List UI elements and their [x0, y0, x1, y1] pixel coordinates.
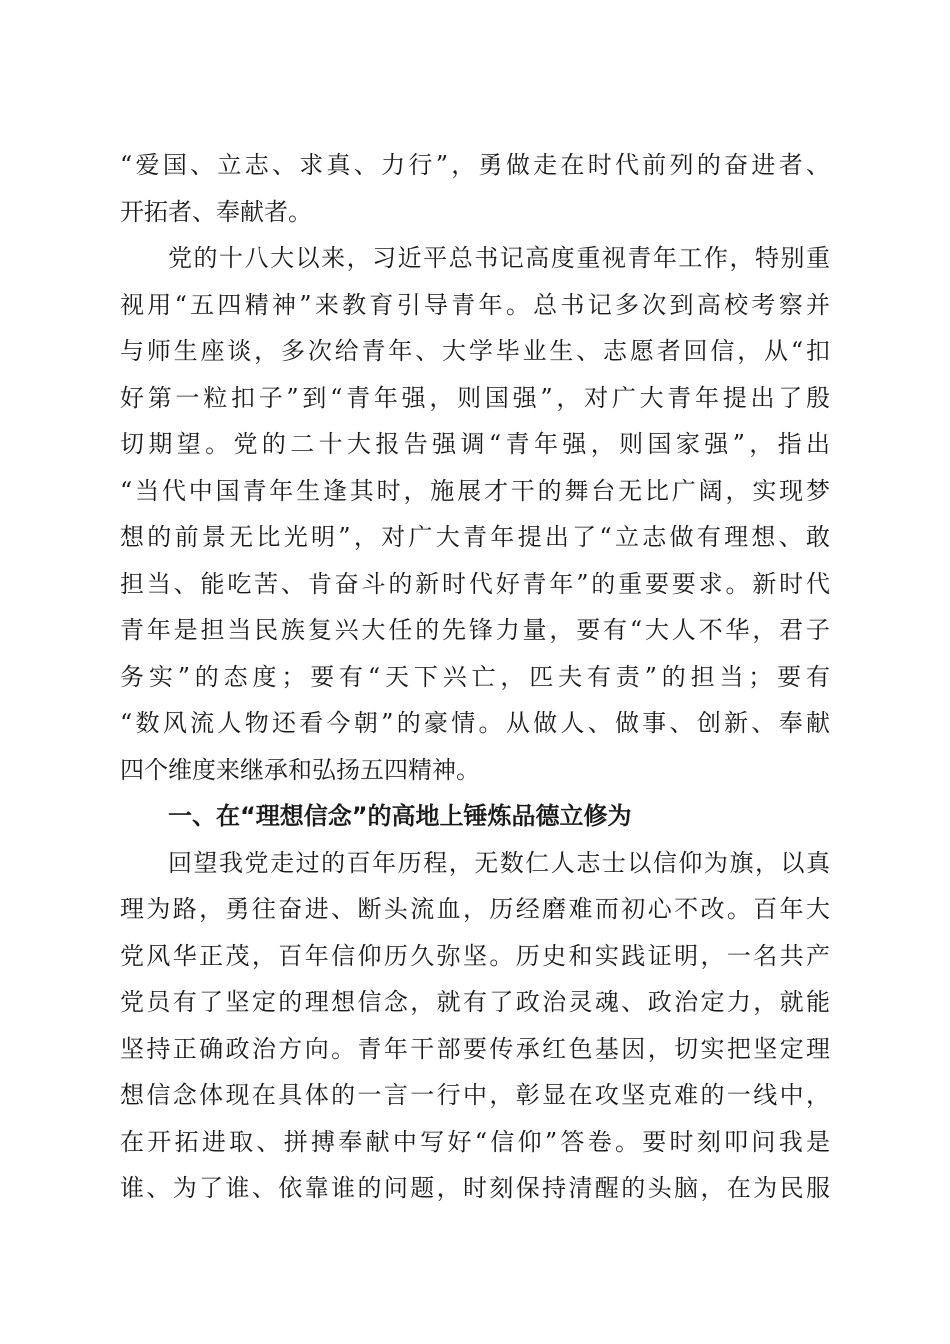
text-line: 好第一粒扣子”到“青年强，则国强”，对广大青年提出了殷	[120, 383, 830, 412]
text-line: 担当、能吃苦、肯奋斗的新时代好青年”的重要要求。新时代	[120, 569, 830, 598]
text-line: 谁、为了谁、依靠谁的问题，时刻保持清醒的头脑，在为民服	[120, 1174, 830, 1202]
text-line: 党员有了坚定的理想信念，就有了政治灵魂、政治定力，就能	[120, 988, 830, 1016]
text-line: 青年是担当民族复兴大任的先锋力量，要有“大人不华，君子	[120, 616, 830, 644]
text-line: 党风华正茂，百年信仰历久弥坚。历史和实践证明，一名共产	[120, 941, 830, 970]
paragraph-start-line: 回望我党走过的百年历程，无数仁人志士以信仰为旗，以真	[168, 848, 830, 877]
text-line: 想的前景无比光明”，对广大青年提出了“立志做有理想、敢	[120, 523, 830, 551]
section-heading: 一、在“理想信念”的高地上锤炼品德立修为	[168, 802, 632, 830]
text-line: “数风流人物还看今朝”的豪情。从做人、做事、创新、奉献	[120, 709, 830, 737]
text-line: 开拓者、奉献者。	[120, 197, 312, 226]
text-line: 与师生座谈，多次给青年、大学毕业生、志愿者回信，从“扣	[120, 337, 830, 365]
text-line: 坚持正确政治方向。青年干部要传承红色基因，切实把坚定理	[120, 1034, 830, 1063]
text-line: “当代中国青年生逢其时，施展才干的舞台无比广阔，实现梦	[120, 476, 830, 505]
text-line: “爱国、立志、求真、力行”，勇做走在时代前列的奋进者、	[120, 151, 830, 179]
text-line: 切期望。党的二十大报告强调“青年强，则国家强”，指出	[120, 430, 830, 458]
text-line: 四个维度来继承和弘扬五四精神。	[120, 755, 480, 784]
text-line: 视用“五四精神”来教育引导青年。总书记多次到高校考察并	[120, 290, 830, 319]
text-line: 务实”的态度；要有“天下兴亡，匹夫有责”的担当；要有	[120, 662, 830, 691]
paragraph-start-line: 党的十八大以来，习近平总书记高度重视青年工作，特别重	[168, 244, 830, 272]
text-line: 理为路，勇往奋进、断头流血，历经磨难而初心不改。百年大	[120, 895, 830, 923]
text-line: 在开拓进取、拼搏奉献中写好“信仰”答卷。要时刻叩问我是	[120, 1127, 830, 1156]
text-line: 想信念体现在具体的一言一行中，彰显在攻坚克难的一线中，	[120, 1081, 830, 1109]
document-body	[120, 142, 830, 1212]
